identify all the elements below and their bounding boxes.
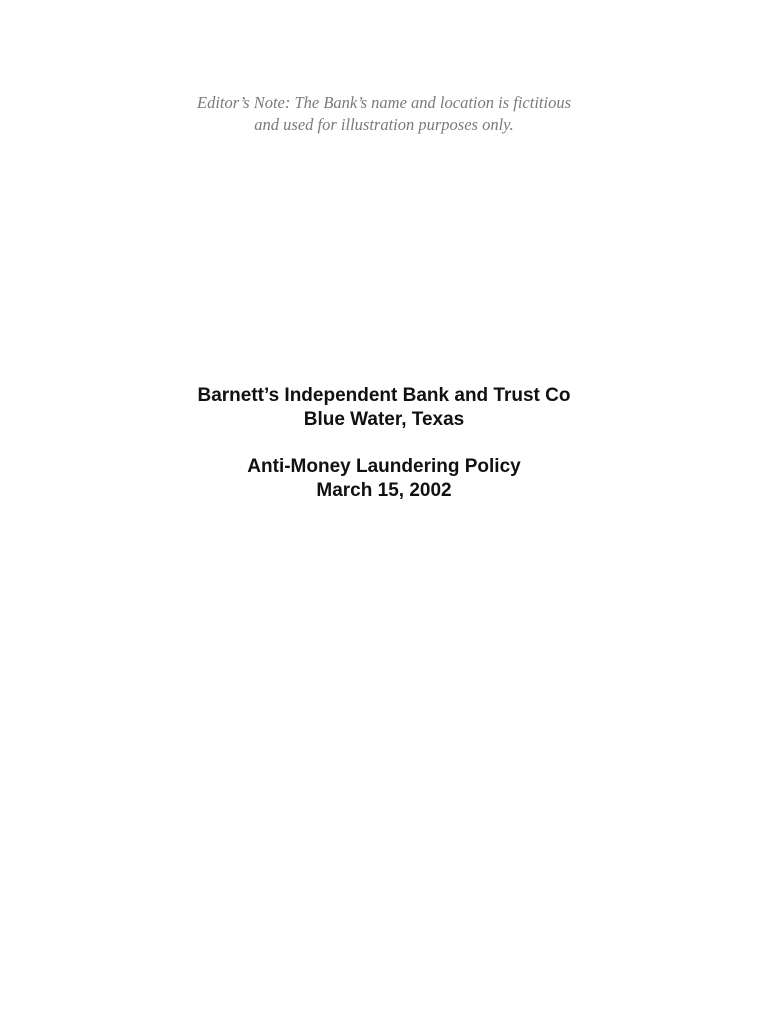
editors-note-line-2: and used for illustration purposes only. xyxy=(254,115,514,134)
policy-date: March 15, 2002 xyxy=(316,480,452,501)
bank-location: Blue Water, Texas xyxy=(303,409,465,430)
bank-name: Barnett’s Independent Bank and Trust Co xyxy=(197,385,571,406)
policy-title: Anti-Money Laundering Policy xyxy=(247,456,521,477)
editors-note-line-1: Editor’s Note: The Bank’s name and location is fictitious xyxy=(197,93,571,112)
